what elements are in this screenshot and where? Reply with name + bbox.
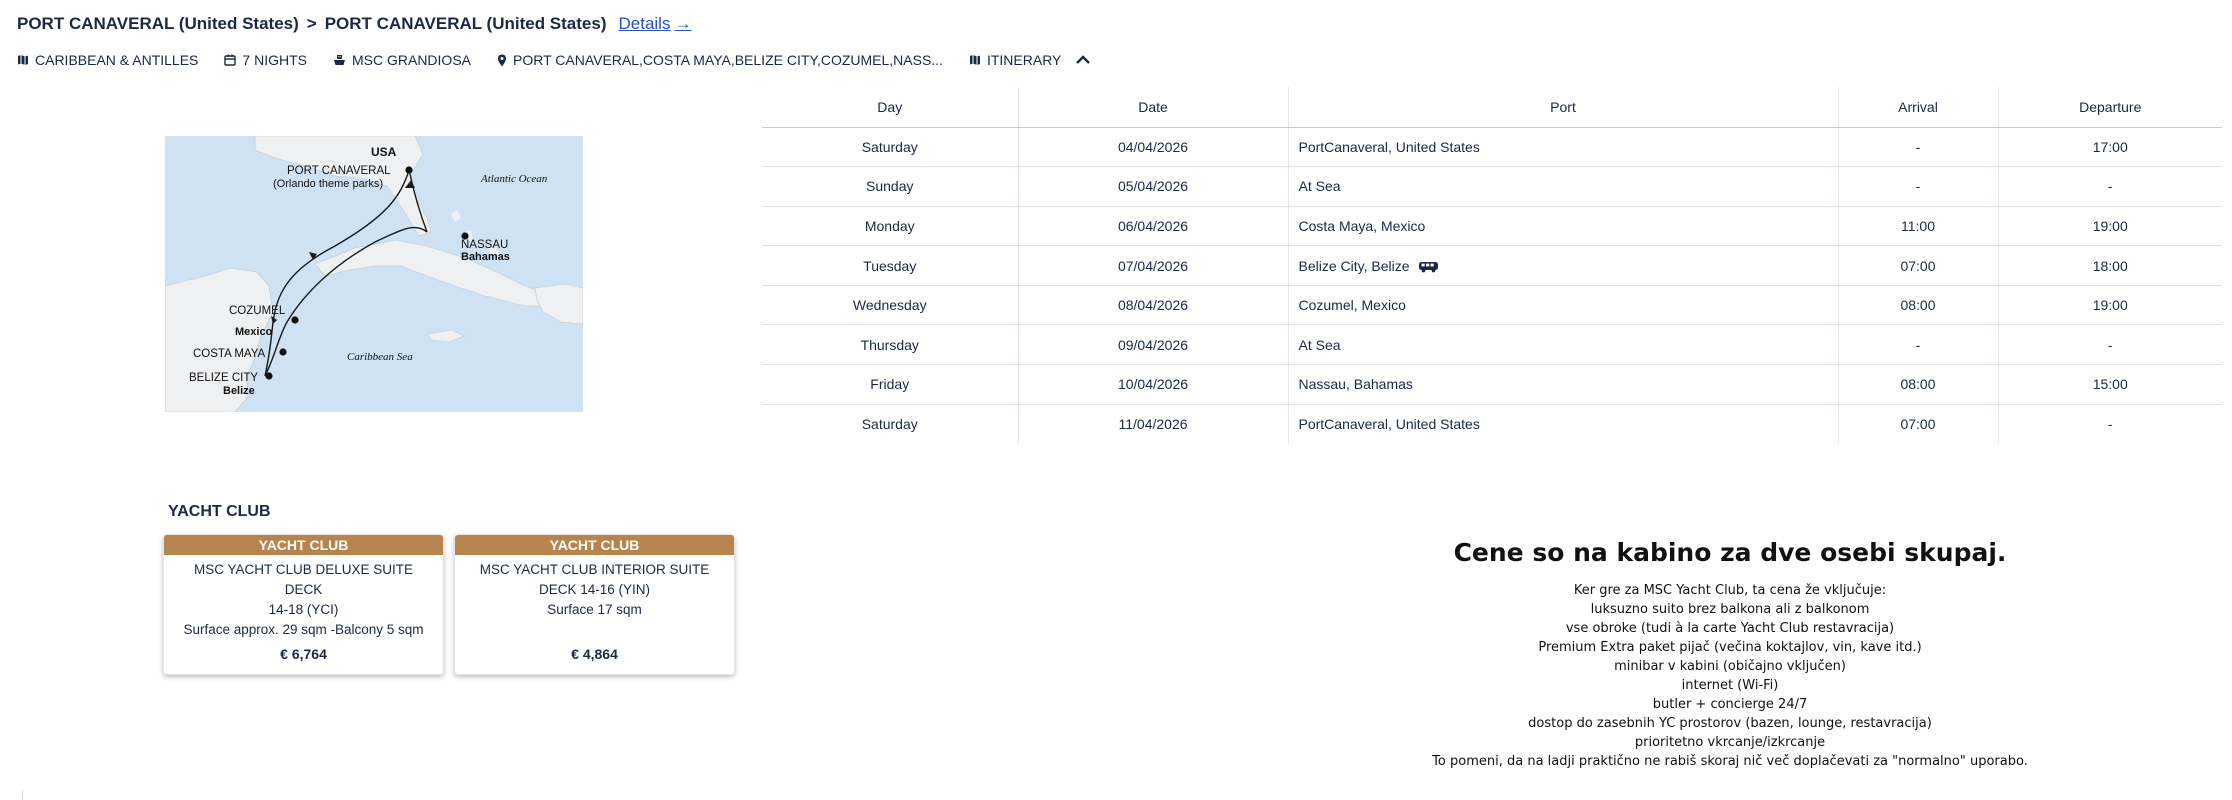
notes-line: internet (Wi-Fi) [1681,678,1779,693]
header-port: Port [1288,87,1838,127]
cell-day: Thursday [762,325,1018,365]
meta-region-label: CARIBBEAN & ANTILLES [35,52,199,68]
cell-arrival: 07:00 [1838,246,1998,286]
meta-ports [497,52,943,68]
details-link[interactable] [619,14,692,34]
breadcrumb-from: PORT CANAVERAL (United States) [17,14,299,33]
cell-departure: 19:00 [1998,285,2222,325]
map-label-bahamas: Bahamas [461,251,510,263]
map-graphic [165,136,583,412]
yacht-club-section-title: YACHT CLUB [168,503,271,520]
map-label-costa-maya: COSTA MAYA [193,348,266,360]
cell-day: Saturday [861,416,918,433]
cabin-name-line: MSC YACHT CLUB INTERIOR SUITE [479,562,710,577]
cell-arrival: - [1838,167,1998,207]
cell-arrival: 08:00 [1838,365,1998,405]
cell-port: Nassau, Bahamas [1288,365,1838,405]
map-label-usa: USA [371,145,397,159]
cell-port: PortCanaveral, United States [1288,404,1838,444]
cabin-name [164,560,443,620]
cell-departure: - [1998,167,2222,207]
table-row [762,206,2222,246]
breadcrumb-separator: > [306,14,317,33]
cell-day: Tuesday [762,246,1018,286]
cell-arrival: - [1838,127,1998,167]
cell-day: Wednesday [762,285,1018,325]
cabin-surface: Surface 17 sqm [547,602,642,617]
cell-port: PortCanaveral, United States [1288,127,1838,167]
cruise-meta-row [17,52,1117,68]
cell-port: Cozumel, Mexico [1288,285,1838,325]
cell-day: Saturday [762,127,1018,167]
cell-date: 09/04/2026 [1018,325,1288,365]
cabin-badge: YACHT CLUB [455,535,734,555]
pricing-notes [1340,538,2120,771]
chevron-up-icon [1075,55,1091,65]
cell-departure: 18:00 [1998,246,2222,286]
table-row [762,325,2222,365]
cell-arrival: - [1838,325,1998,365]
header-date: Date [1018,87,1288,127]
calendar-icon [224,54,236,66]
cabin-name-line: 14-18 (YCI) [268,602,339,617]
cabin-price: € 6,764 [280,646,327,662]
notes-line: butler + concierge 24/7 [1652,697,1808,712]
notes-heading: Cene so na kabino za dve osebi skupaj. [1453,538,2007,567]
meta-region [17,52,198,68]
cell-date: 05/04/2026 [1018,167,1288,207]
notes-line: vse obroke (tudi à la carte Yacht Club restavracija) [1565,621,1895,636]
map-icon [969,54,981,66]
notes-line: Ker gre za MSC Yacht Club, ta cena že vključuje: [1573,583,1887,598]
cell-date: 10/04/2026 [1018,365,1288,405]
meta-ports-label: PORT CANAVERAL,COSTA MAYA,BELIZE CITY,COZUMEL,NASS... [513,52,943,68]
breadcrumb-to: PORT CANAVERAL (United States) [324,14,607,33]
cabin-price: € 4,864 [571,646,618,662]
cabin-card-deluxe-suite[interactable] [163,534,444,675]
cell-arrival: 11:00 [1838,206,1998,246]
table-row [762,365,2222,405]
header-day: Day [762,87,1018,127]
cell-port: Costa Maya, Mexico [1288,206,1838,246]
cell-date: 08/04/2026 [1018,285,1288,325]
cell-port-text: Belize City, Belize [1298,257,1410,274]
cell-day: Monday [762,206,1018,246]
notes-line: luksuzno suito brez balkona ali z balkonom [1590,602,1870,617]
map-label-port-canaveral: PORT CANAVERAL [287,165,391,177]
cell-day: Friday [762,365,1018,405]
cell-port [1288,246,1838,286]
cell-arrival: 08:00 [1838,285,1998,325]
cabin-name-line: MSC YACHT CLUB DELUXE SUITE DECK [193,562,414,597]
table-row [762,285,2222,325]
table-row [762,127,2222,167]
cabin-badge: YACHT CLUB [164,535,443,555]
details-link-label: Details [618,14,671,33]
notes-line: minibar v kabini (običajno vključen) [1614,659,1846,674]
cell-date: 07/04/2026 [1018,246,1288,286]
table-row [762,246,2222,286]
cabin-name-line: DECK 14-16 (YIN) [538,582,651,597]
cell-departure: - [1998,404,2222,444]
table-row [762,167,2222,207]
map-label-belize-city: BELIZE CITY [189,372,259,384]
notes-line: Premium Extra paket pijač (večina koktajlov, vin, kave itd.) [1538,640,1922,655]
map-label-cozumel: COZUMEL [229,305,286,317]
location-pin-icon [497,54,507,67]
map-label-caribbean: Caribbean Sea [347,351,413,363]
notes-line: dostop do zasebnih YC prostorov (bazen, lounge, restavracija) [1528,716,1932,731]
cell-arrival: 07:00 [1838,404,1998,444]
map-icon [17,54,29,66]
cell-port: At Sea [1288,325,1838,365]
ship-icon [333,54,346,66]
cell-port: At Sea [1288,167,1838,207]
map-label-orlando: (Orlando theme parks) [273,178,384,190]
map-label-mexico: Mexico [235,326,273,338]
cell-departure: 15:00 [1998,365,2222,405]
cell-departure: 17:00 [1998,127,2222,167]
map-label-nassau: NASSAU [461,239,509,251]
cabin-surface: Surface approx. 29 sqm -Balcony 5 sqm [183,622,424,637]
cabin-card-interior-suite[interactable] [454,534,735,675]
table-header-row [762,87,2222,127]
header-arrival: Arrival [1838,87,1998,127]
map-label-belize: Belize [223,385,255,397]
header-departure: Departure [1998,87,2222,127]
cell-date: 04/04/2026 [1018,127,1288,167]
cell-day: Sunday [762,167,1018,207]
map-label-atlantic: Atlantic Ocean [481,173,548,185]
cell-date: 11/04/2026 [1018,404,1288,444]
notes-line: prioritetno vkrcanje/izkrcanje [1634,735,1826,750]
meta-ship-label: MSC GRANDIOSA [351,52,471,68]
cell-departure: - [1998,325,2222,365]
notes-line: To pomeni, da na ladji praktično ne rabiš skoraj nič več doplačevati za "normalno" uporabo. [1432,754,2028,769]
cell-departure: 19:00 [1998,206,2222,246]
meta-ship [333,52,471,68]
itinerary-table [762,87,2222,444]
table-row [762,404,2222,444]
meta-nights [224,52,307,68]
cell-date: 06/04/2026 [1018,206,1288,246]
divider [22,790,23,800]
cabin-name [455,560,734,600]
itinerary-label: ITINERARY [986,52,1062,68]
itinerary-map [165,136,583,412]
itinerary-toggle[interactable] [969,52,1091,68]
breadcrumb [17,14,691,34]
meta-nights-label: 7 NIGHTS [242,52,307,68]
shuttle-bus-icon[interactable] [1418,261,1440,273]
arrow-right-icon: → [674,14,692,33]
